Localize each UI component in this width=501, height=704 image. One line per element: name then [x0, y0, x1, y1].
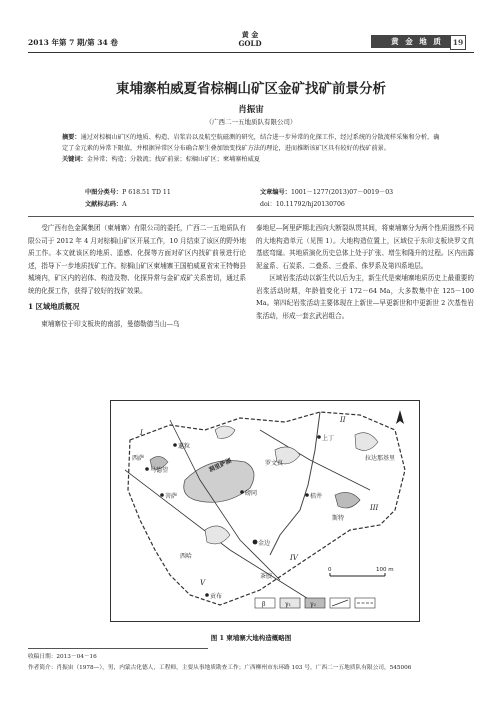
doc-value: A	[122, 201, 127, 208]
doi-line	[260, 199, 345, 210]
place-label: 金边	[258, 540, 271, 547]
article-title: 東埔寨柏威夏省棕榈山矿区金矿找矿前景分析	[116, 81, 386, 97]
map-legend	[255, 598, 375, 608]
scale-bar	[328, 567, 394, 576]
city-marker	[305, 493, 309, 497]
article-number-line	[260, 187, 393, 198]
tectonic-paragraph: 泰地尼—阿里萨期北西向大断裂纵贯其间，将柬埔寨分为两个性质迥然不同的大地构造单元（见图 1）。大地构造位置上，区域位于东印支板块罗文真基底弯窿。其地质演化历史总体上处于扩张、增生和隆升的过程。区内出露泥盆系、石炭系、二叠系、三叠系、侏罗系及第四系地层。	[256, 224, 474, 270]
abstract	[62, 132, 442, 165]
clc-line	[85, 187, 171, 198]
clc-label: 中图分类号：	[85, 189, 123, 196]
doi-label: doi：	[260, 201, 276, 208]
article-no-value: 1001－1277(2013)07－0019－03	[290, 189, 394, 196]
city-marker	[145, 467, 149, 471]
place-label: 洞里萨湖	[207, 457, 233, 474]
scale-zero-label: 0	[328, 567, 332, 573]
place-label: 罗文真	[265, 460, 284, 467]
scale-max-label: 100 m	[376, 567, 394, 573]
abstract-text: 通过对棕榈山矿区的地质、构造、岩浆岩以及航空航磁测的研究，结合进一步异常的化探工作，经过系统的分散流样采集和分析，确定了金元素的异常下限值，并根据异常区分布确合原生叠加蚀变找矿方法的理论，进而推断该矿区具有较好的找矿前景。	[62, 134, 440, 152]
legend-label: β	[262, 601, 266, 608]
journal-name-cn: 黄 金	[241, 30, 259, 39]
section-name: 黄 金 地 质	[391, 37, 443, 46]
place-label: 上丁	[322, 435, 335, 442]
running-header-center	[225, 30, 275, 48]
magmatism-paragraph: 区域岩浆活动以新生代以后为主，新生代是柬埔寨地质历史上最重要的岩浆活动时期，年龄值变化于 172－64 Ma，大多数集中在 125－100 Ma。第四纪岩浆活动主要体现在上新世—早更新世和中更新世 2 次基性岩浆活动，形成一套玄武岩组合。	[256, 274, 474, 320]
section-heading-1: 1 区域地质概况	[28, 302, 80, 311]
north-arrow-icon	[396, 410, 404, 424]
place-label: 西萨	[132, 455, 145, 462]
region-label: V	[200, 579, 206, 587]
region-label: II	[340, 416, 346, 424]
city-marker	[205, 593, 209, 597]
place-label: 桔井	[310, 493, 323, 500]
doc-label: 文献标志码：	[85, 201, 123, 208]
tectonic-map-figure	[110, 400, 420, 622]
city-marker	[240, 490, 244, 494]
granite-body-3	[355, 433, 378, 451]
place-label: 拉达那基里	[365, 455, 396, 462]
place-label: 贡布	[210, 593, 223, 600]
place-label: 斯特	[332, 515, 345, 522]
header-rule	[28, 52, 474, 53]
journal-name-en: GOLD	[238, 39, 262, 48]
city-marker	[160, 493, 164, 497]
abstract-separator	[28, 216, 474, 217]
abstract-label: 摘要：	[62, 134, 81, 141]
left-column	[28, 222, 246, 330]
doi-value: 10.11792/hj20130706	[275, 201, 345, 208]
city-marker	[173, 443, 177, 447]
mekong-river	[270, 412, 323, 555]
figure-caption: 图 1 柬埔寨大地构造概略图	[210, 634, 292, 642]
clc-value: P 618.51 TD 11	[122, 189, 171, 196]
city-marker	[317, 435, 321, 439]
legend-label: γ₂	[310, 601, 316, 608]
legend-label: γ₁	[285, 601, 291, 608]
place-label: 马德望	[150, 467, 169, 474]
doc-code-line	[85, 199, 127, 210]
received-date: 收稿日期：2013－04－16	[28, 654, 97, 660]
right-column	[256, 222, 474, 322]
place-label: 暹粒	[178, 443, 191, 450]
keywords-label: 关键词：	[62, 156, 87, 163]
regional-geology-paragraph: 柬埔寨位于印支板块的南部，曼德勒德当山—乌	[41, 319, 180, 328]
keywords: 金异常；构造；分散流；找矿前景；棕榈山矿区；柬埔寨柏威夏	[86, 156, 260, 163]
granite-body-1	[215, 426, 235, 438]
page-number: 19	[450, 35, 466, 50]
article-no-label: 文章编号：	[260, 189, 291, 196]
place-label: 茶胶	[260, 573, 273, 580]
region-label: III	[370, 504, 379, 512]
author-biography: 作者简介：肖振宙（1978—），男，内蒙古化德人，工程师，主要从事地质勘查工作；广西柳州市东环路 103 号，广西二一五地质队有限公司，545006	[28, 665, 412, 671]
affiliation: （广西二一五地质队有限公司）	[205, 118, 297, 126]
granite-body-4	[205, 526, 230, 544]
intro-paragraph: 受广西有色金属集团（柬埔寨）有限公司的委托，广西二一五地质队有限公司于 2012 年 4 月对棕榈山矿区开展工作，10 月结束了该区的野外地质工作。本文就该区的地质、遥感、化探等方面对矿区内找矿前景进行论述，指导下一步地质找矿工作。棕榈山矿区柬埔寨王国柏威夏省宋王特梅县城境内，矿区内的岩体、构造及物、化探异常与金矿成矿关系密切，通过系统的化探工作，获得了较好的找矿效果。	[28, 224, 246, 295]
basalt-body-1	[335, 492, 360, 508]
running-header-left: 2013 年第 7 期/第 34 卷	[28, 38, 118, 47]
place-label: 西哈	[180, 553, 193, 560]
place-label: 磅同	[245, 490, 258, 497]
capital-marker	[253, 540, 258, 545]
place-label: 菩萨	[165, 493, 178, 500]
place-labels	[132, 434, 395, 600]
region-label: IV	[290, 554, 298, 562]
region-label: I	[140, 429, 143, 437]
author-name: 肖振宙	[238, 105, 264, 115]
footnote-rule	[28, 648, 208, 649]
north-arrow	[396, 410, 404, 424]
